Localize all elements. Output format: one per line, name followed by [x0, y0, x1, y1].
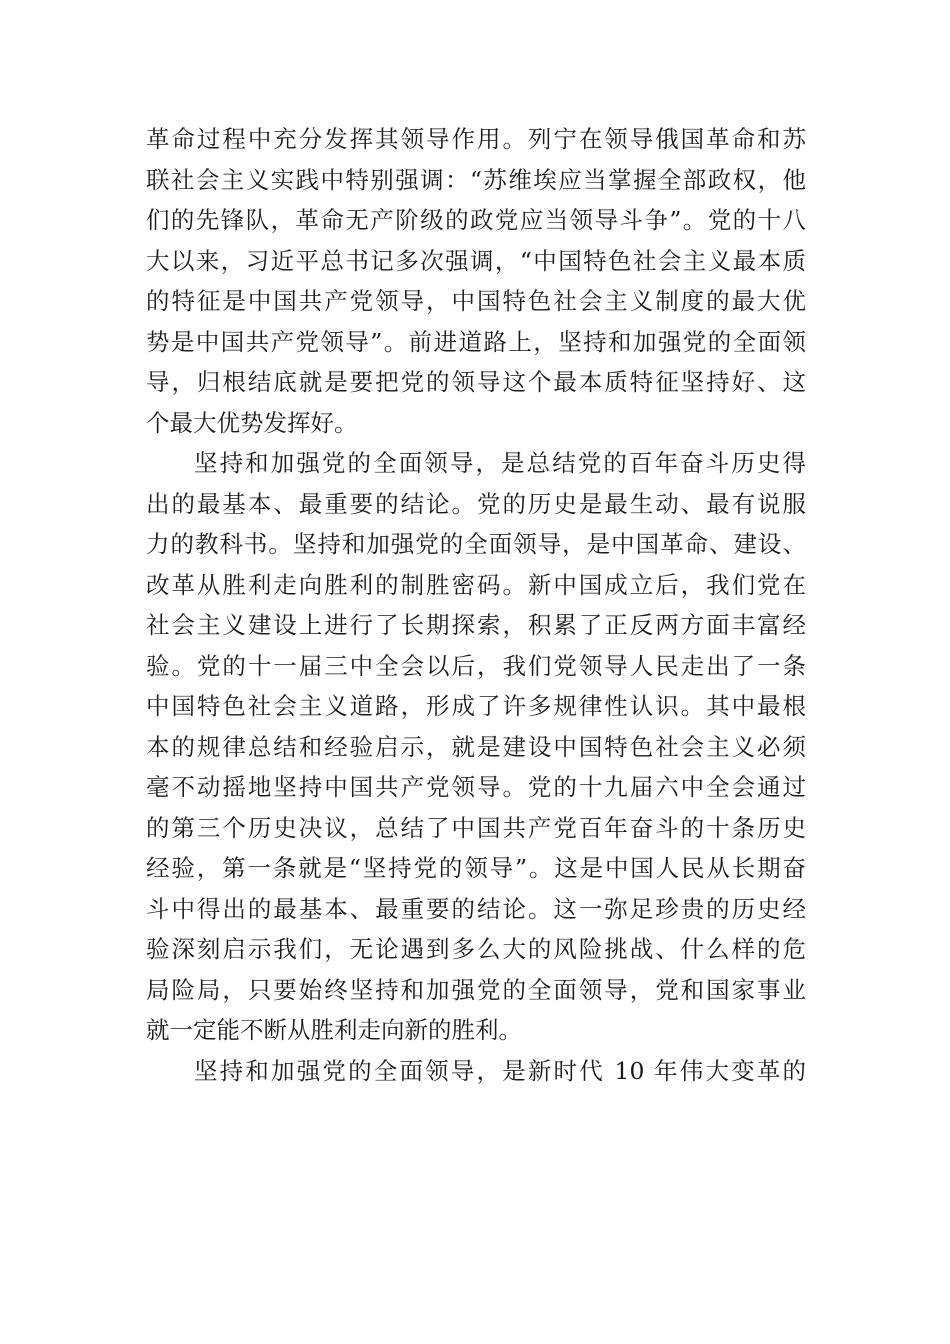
paragraph-3 — [146, 1051, 806, 1092]
text-line: 经验，第一条就是“坚持党的领导”。这是中国人民从长期奋 — [146, 854, 806, 882]
text-line: 大以来，习近平总书记多次强调，“中国特色社会主义最本质 — [146, 246, 806, 275]
text-line: 联社会主义实践中特别强调：“苏维埃应当掌握全部政权，他 — [146, 165, 806, 194]
text-line: 验深刻启示我们，无论遇到多么大的风险挑战、什么样的危 — [146, 935, 806, 963]
text-line: 出的最基本、最重要的结论。党的历史是最生动、最有说服 — [146, 489, 806, 518]
text-line: 个最大优势发挥好。 — [146, 408, 358, 437]
text-line: 改革从胜利走向胜利的制胜密码。新中国成立后，我们党在 — [146, 570, 806, 599]
text-line: 坚持和加强党的全面领导，是总结党的百年奋斗历史得 — [194, 449, 806, 477]
text-line: 们的先锋队，革命无产阶级的政党应当领导斗争”。党的十八 — [146, 206, 806, 234]
text-line: 局险局，只要始终坚持和加强党的全面领导，党和国家事业 — [146, 975, 806, 1004]
text-line: 力的教科书。坚持和加强党的全面领导，是中国革命、建设、 — [146, 530, 806, 558]
text-line: 的第三个历史决议，总结了中国共产党百年奋斗的十条历史 — [146, 813, 806, 842]
document-body — [146, 119, 806, 1091]
text-line: 社会主义建设上进行了长期探索，积累了正反两方面丰富经 — [146, 611, 806, 639]
text-line: 导，归根结底就是要把党的领导这个最本质特征坚持好、这 — [146, 368, 806, 396]
paragraph-1 — [146, 119, 806, 443]
text-line: 斗中得出的最基本、最重要的结论。这一弥足珍贵的历史经 — [146, 894, 806, 923]
text-line: 本的规律总结和经验启示，就是建设中国特色社会主义必须 — [146, 732, 806, 761]
text-line: 验。党的十一届三中全会以后，我们党领导人民走出了一条 — [146, 651, 806, 680]
text-line: 坚持和加强党的全面领导，是新时代 10 年伟大变革的 — [194, 1056, 806, 1085]
text-line: 势是中国共产党领导”。前进道路上，坚持和加强党的全面领 — [146, 327, 806, 356]
text-line: 毫不动摇地坚持中国共产党领导。党的十九届六中全会通过 — [146, 773, 806, 801]
text-line: 的特征是中国共产党领导，中国特色社会主义制度的最大优 — [146, 287, 806, 315]
text-line: 就一定能不断从胜利走向新的胜利。 — [146, 1016, 522, 1044]
text-line: 革命过程中充分发挥其领导作用。列宁在领导俄国革命和苏 — [146, 125, 806, 153]
paragraph-2 — [146, 443, 806, 1051]
text-line: 中国特色社会主义道路，形成了许多规律性认识。其中最根 — [146, 692, 806, 720]
